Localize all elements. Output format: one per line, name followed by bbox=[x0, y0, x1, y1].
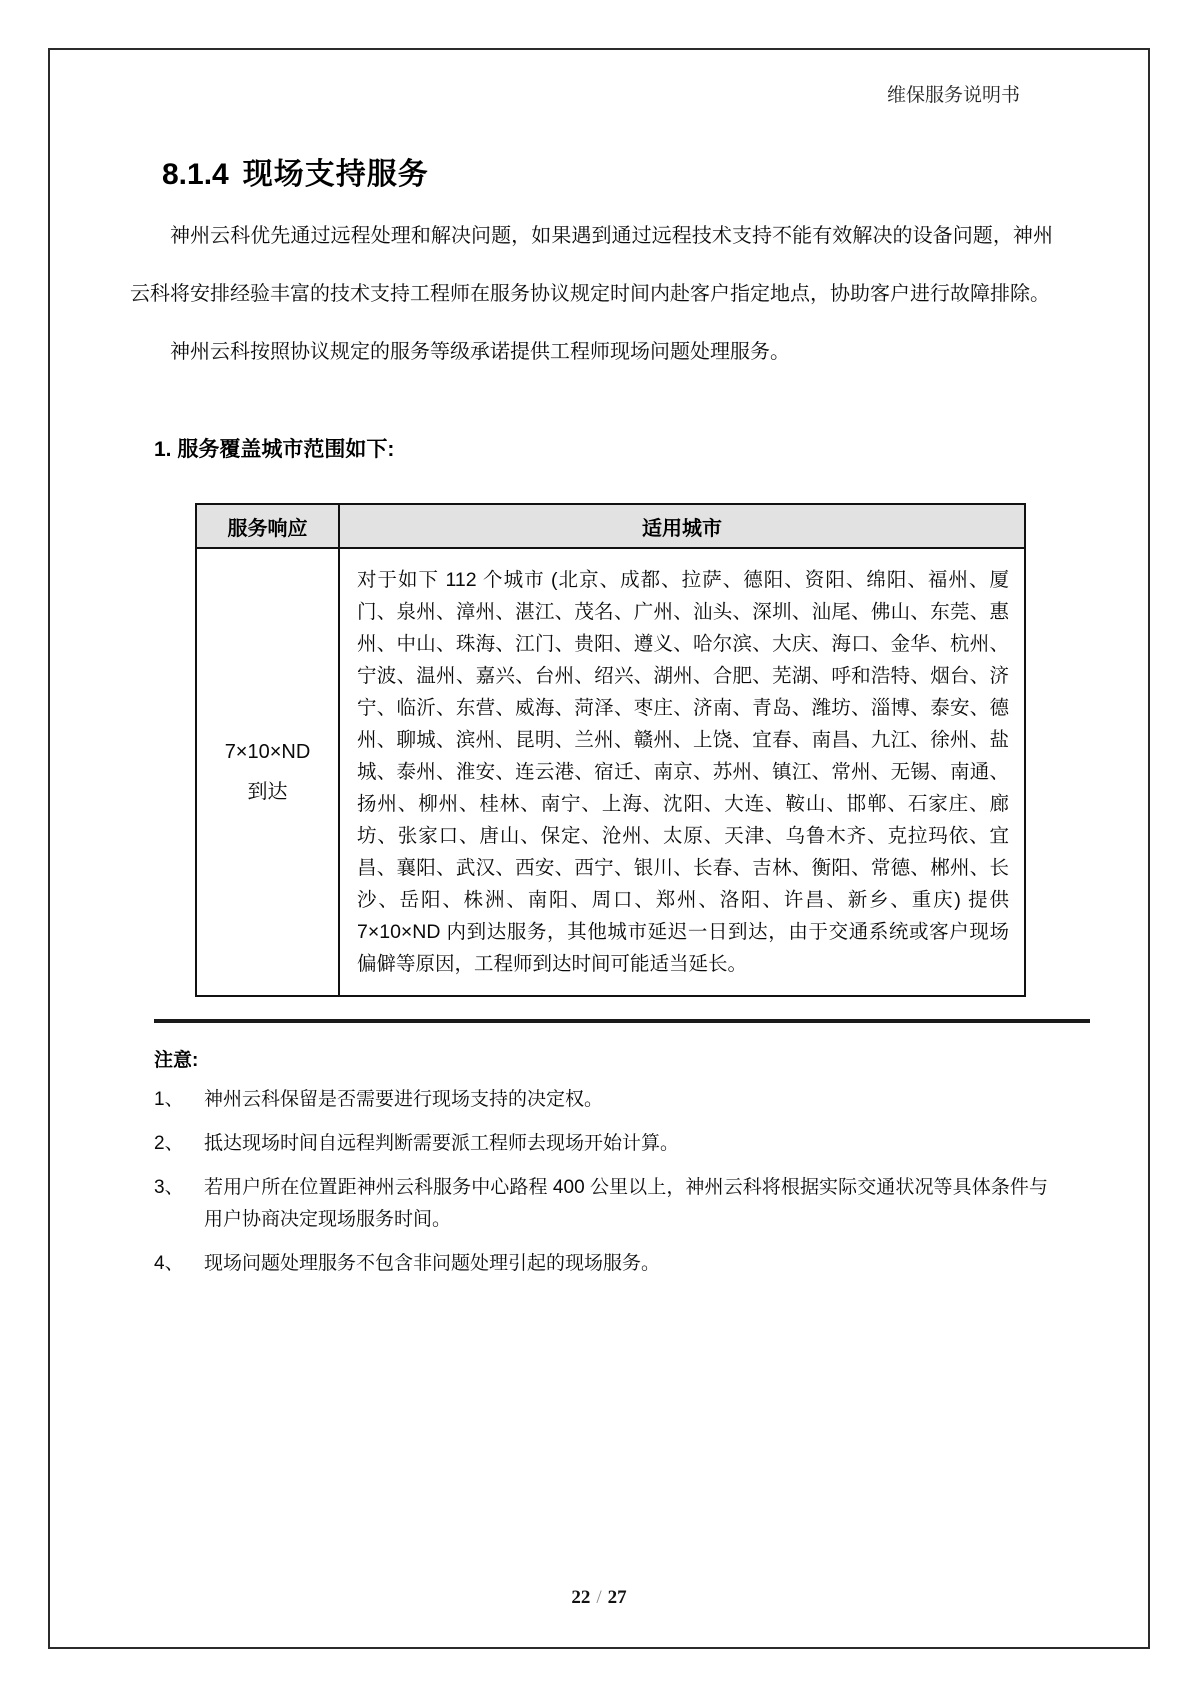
current-page-number: 22 bbox=[571, 1587, 591, 1608]
body-paragraphs bbox=[130, 207, 1053, 381]
paragraph-1: 神州云科优先通过远程处理和解决问题，如果遇到通过远程技术支持不能有效解决的设备问题，神州云科将安排经验丰富的技术支持工程师在服务协议规定时间内赴客户指定地点，协助客户进行故障排除。 bbox=[130, 225, 1053, 305]
page-header-title: 维保服务说明书 bbox=[886, 85, 1020, 106]
response-arrival: 到达 bbox=[247, 781, 288, 803]
notes-section bbox=[154, 1045, 1048, 1280]
response-level: 7×10×ND bbox=[224, 741, 311, 763]
note-number: 1、 bbox=[154, 1089, 184, 1110]
document-page bbox=[48, 48, 1150, 1649]
note-text: 若用户所在位置距神州云科服务中心路程 400 公里以上，神州云科将根据实际交通状况等具体条件与用户协商决定现场服务时间。 bbox=[204, 1177, 1048, 1230]
note-number: 2、 bbox=[154, 1133, 184, 1154]
note-number: 3、 bbox=[154, 1177, 184, 1198]
response-cell bbox=[196, 548, 339, 996]
section-divider-rule bbox=[154, 1019, 1090, 1023]
column-header-response: 服务响应 bbox=[196, 504, 339, 548]
coverage-list-heading: 1. 服务覆盖城市范围如下: bbox=[154, 438, 395, 461]
note-text: 抵达现场时间自远程判断需要派工程师去现场开始计算。 bbox=[204, 1133, 680, 1154]
service-coverage-table bbox=[195, 503, 1026, 997]
note-number: 4、 bbox=[154, 1253, 184, 1274]
page-separator: / bbox=[596, 1587, 602, 1608]
section-heading bbox=[162, 149, 1148, 193]
section-number: 8.1.4 bbox=[162, 158, 229, 191]
total-page-number: 27 bbox=[607, 1587, 627, 1608]
note-item bbox=[154, 1248, 1048, 1280]
page-footer bbox=[50, 1587, 1148, 1609]
note-text: 现场问题处理服务不包含非问题处理引起的现场服务。 bbox=[204, 1253, 661, 1274]
section-title-text: 现场支持服务 bbox=[242, 158, 429, 191]
note-text: 神州云科保留是否需要进行现场支持的决定权。 bbox=[204, 1089, 604, 1110]
note-item bbox=[154, 1172, 1048, 1236]
note-item bbox=[154, 1084, 1048, 1116]
table-row bbox=[196, 548, 1025, 996]
paragraph-2: 神州云科按照协议规定的服务等级承诺提供工程师现场问题处理服务。 bbox=[170, 341, 790, 363]
notes-title: 注意: bbox=[154, 1050, 199, 1071]
cities-cell: 对于如下 112 个城市 (北京、成都、拉萨、德阳、资阳、绵阳、福州、厦门、泉州、漳州、湛江、茂名、广州、汕头、深圳、汕尾、佛山、东莞、惠州、中山、珠海、江门、贵阳、遵义、哈尔滨、大庆、海口、金华、杭州、宁波、温州、嘉兴、台州、绍兴、湖州、合肥、芜湖、呼和浩特、烟台、济宁、临沂、东营、威海、菏泽、枣庄、济南、青岛、潍坊、淄博、泰安、德州、聊城、滨州、昆明、兰州、赣州、上饶、宜春、南昌、九江、徐州、盐城、泰州、淮安、连云港、宿迁、南京、苏州、镇江、常州、无锡、南通、扬州、柳州、桂林、南宁、上海、沈阳、大连、鞍山、邯郸、石家庄、廊坊、张家口、唐山、保定、沧州、太原、天津、乌鲁木齐、克拉玛依、宜昌、襄阳、武汉、西安、西宁、银川、长春、吉林、衡阳、常德、郴州、长沙、岳阳、株洲、南阳、周口、郑州、洛阳、许昌、新乡、重庆) 提供 7×10×ND 内到达服务，其他城市延迟一日到达，由于交通系统或客户现场偏僻等原因，工程师到达时间可能适当延长。 bbox=[339, 548, 1025, 996]
column-header-cities: 适用城市 bbox=[339, 504, 1025, 548]
note-item bbox=[154, 1128, 1048, 1160]
table-header-row bbox=[196, 504, 1025, 548]
